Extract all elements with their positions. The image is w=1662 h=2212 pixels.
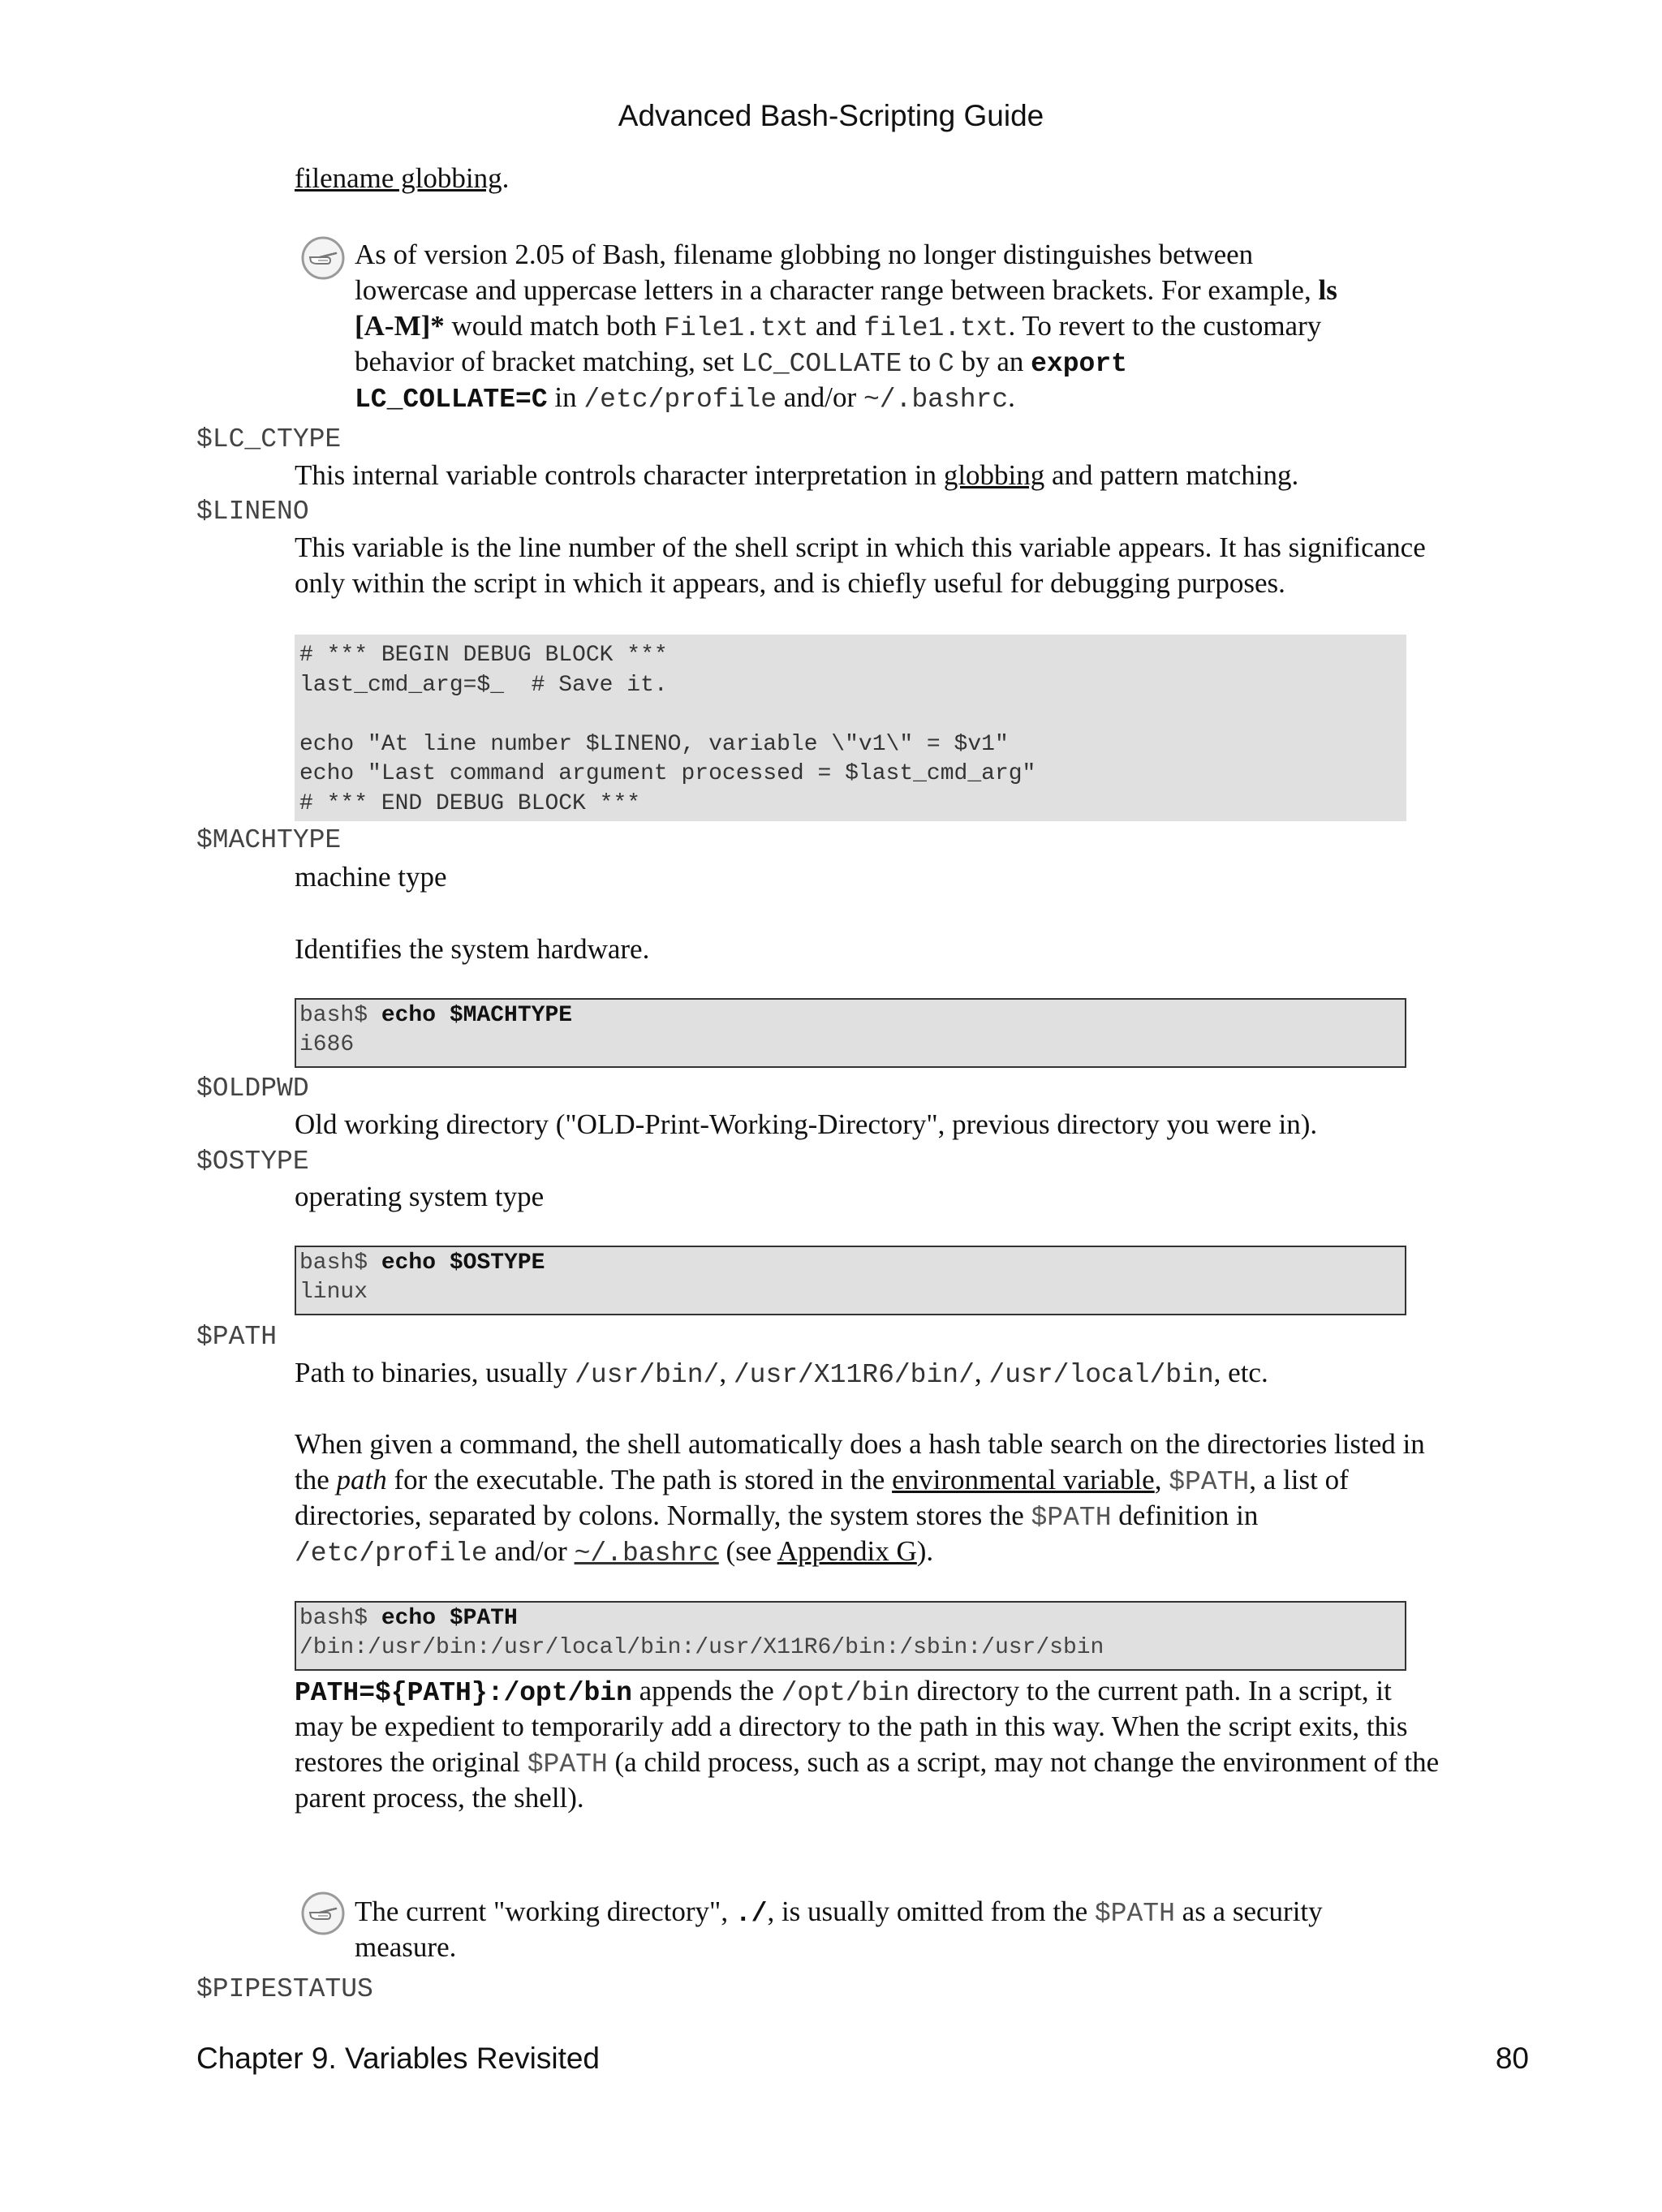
bashrc-link[interactable]: ~/.bashrc — [574, 1539, 719, 1569]
path-para2-line2: the path for the executable. The path is stored in the environmental variable, $PATH, a list of — [295, 1464, 1349, 1497]
note2-line2: measure. — [355, 1931, 457, 1963]
note-hand-icon — [300, 1891, 346, 1936]
debug-block-code: # *** BEGIN DEBUG BLOCK *** last_cmd_arg=$_ # Save it. echo "At line number $LINENO, variable \"v1\" = $v1" echo "Last command argument processed = $last_cmd_arg" # *** END DEBUG BLOCK *** — [295, 635, 1406, 821]
path-para2-line1: When given a command, the shell automatically does a hash table search on the directories listed in — [295, 1428, 1425, 1460]
note1-line1: As of version 2.05 of Bash, filename globbing no longer distinguishes between — [355, 239, 1254, 270]
note1-line5: LC_COLLATE=C in /etc/profile and/or ~/.bashrc. — [355, 381, 1015, 415]
lineno-description-line1: This variable is the line number of the shell script in which this variable appears. It has significance — [295, 531, 1426, 563]
path-para3-line3: restores the original $PATH (a child process, such as a script, may not change the environment of the — [295, 1746, 1440, 1779]
path-para3-line4: parent process, the shell). — [295, 1782, 584, 1814]
ostype-description: operating system type — [295, 1181, 545, 1212]
machtype-example-box: bash$ echo $MACHTYPE i686 — [295, 998, 1406, 1068]
term-pipestatus: $PIPESTATUS — [196, 1974, 373, 2004]
appendix-g-link[interactable]: Appendix G — [777, 1535, 917, 1567]
note2-line1: The current "working directory", ./, is usually omitted from the $PATH as a security — [355, 1896, 1323, 1929]
machtype-identifies: Identifies the system hardware. — [295, 933, 650, 965]
globbing-link[interactable]: globbing — [943, 459, 1045, 491]
footer-page-number: 80 — [1495, 2042, 1529, 2075]
term-path: $PATH — [196, 1322, 278, 1352]
path-para2-line4: /etc/profile and/or ~/.bashrc (see Appendix G). — [295, 1535, 934, 1569]
oldpwd-description: Old working directory ("OLD-Print-Working-Directory", previous directory you were in). — [295, 1108, 1318, 1140]
ostype-example-box: bash$ echo $OSTYPE linux — [295, 1246, 1406, 1315]
note1-line2: lowercase and uppercase letters in a character range between brackets. For example, ls — [355, 274, 1337, 306]
path-para3-line2: may be expedient to temporarily add a directory to the path in this way. When the script exits, this — [295, 1711, 1408, 1742]
environmental-variable-link[interactable]: environmental variable — [892, 1464, 1155, 1495]
footer-chapter: Chapter 9. Variables Revisited — [196, 2042, 601, 2075]
machtype-description: machine type — [295, 861, 447, 893]
note-hand-icon — [300, 235, 346, 281]
path-para2-line3: directories, separated by colons. Normally, the system stores the $PATH definition in — [295, 1500, 1259, 1533]
term-machtype: $MACHTYPE — [196, 825, 342, 855]
note1-line3: [A-M]* would match both File1.txt and file1.txt. To revert to the customary — [355, 310, 1322, 343]
running-header: Advanced Bash-Scripting Guide — [618, 99, 1044, 132]
path-description-line1: Path to binaries, usually /usr/bin/, /usr/X11R6/bin/, /usr/local/bin, etc. — [295, 1357, 1268, 1390]
term-ostype: $OSTYPE — [196, 1147, 309, 1177]
path-para3-line1: PATH=${PATH}:/opt/bin appends the /opt/bin directory to the current path. In a script, it — [295, 1675, 1392, 1708]
filename-globbing-link[interactable]: filename globbing — [295, 162, 502, 194]
lineno-description-line2: only within the script in which it appears, and is chiefly useful for debugging purposes. — [295, 567, 1285, 599]
intro-line: filename globbing. — [295, 162, 510, 194]
path-example-box: bash$ echo $PATH /bin:/usr/bin:/usr/local/bin:/usr/X11R6/bin:/sbin:/usr/sbin — [295, 1601, 1406, 1671]
term-oldpwd: $OLDPWD — [196, 1074, 309, 1104]
lc-ctype-description: This internal variable controls character interpretation in globbing and pattern matching. — [295, 459, 1299, 491]
note1-line4: behavior of bracket matching, set LC_COLLATE to C by an export — [355, 346, 1127, 379]
term-lineno: $LINENO — [196, 497, 309, 527]
term-lc-ctype: $LC_CTYPE — [196, 424, 342, 454]
